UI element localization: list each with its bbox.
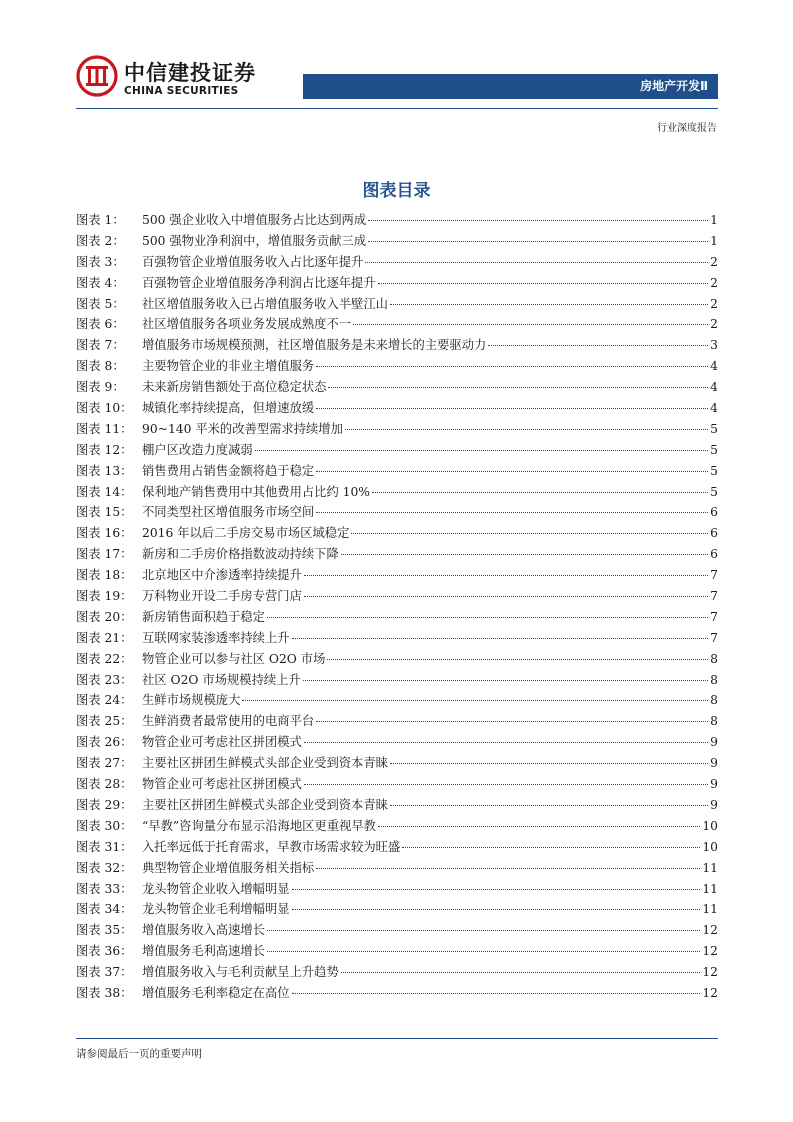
toc-entry-title: 百强物管企业增值服务净利润占比逐年提升 bbox=[142, 275, 376, 290]
toc-entry-label: 图表 11： bbox=[76, 421, 133, 436]
toc-entry-page: 9 bbox=[710, 756, 718, 771]
toc-dot-leader bbox=[351, 533, 708, 534]
toc-entry-title: 增值服务收入与毛利贡献呈上升趋势 bbox=[142, 965, 339, 980]
citic-logo-icon bbox=[76, 55, 118, 97]
toc-dot-leader bbox=[345, 429, 708, 430]
toc-entry-label: 图表 8： bbox=[76, 359, 125, 374]
toc-entry-title: 500 强企业收入中增值服务占比达到两成 bbox=[142, 213, 367, 227]
toc-entry-label: 图表 5： bbox=[76, 296, 125, 311]
toc-entry-label: 图表 3： bbox=[76, 254, 125, 269]
toc-entry-label: 图表 27： bbox=[76, 756, 133, 771]
toc-dot-leader bbox=[304, 784, 708, 785]
toc-entry-title: 龙头物管企业毛利增幅明显 bbox=[142, 902, 290, 917]
toc-dot-leader bbox=[378, 283, 709, 284]
toc-entry[interactable] bbox=[76, 210, 718, 231]
toc-entry[interactable] bbox=[76, 670, 718, 691]
toc-entry-label: 图表 9： bbox=[76, 380, 125, 395]
toc-entry-title: 主要社区拼团生鲜模式头部企业受到资本青睐 bbox=[142, 756, 388, 771]
toc-entry-label: 图表 6： bbox=[76, 317, 125, 332]
toc-entry[interactable] bbox=[76, 440, 718, 461]
toc-entry-title: 物管企业可考虑社区拼团模式 bbox=[142, 735, 302, 750]
toc-entry-label: 图表 19： bbox=[76, 589, 133, 604]
toc-dot-leader bbox=[292, 993, 701, 994]
toc-entry-title: 北京地区中介渗透率持续提升 bbox=[142, 568, 302, 583]
toc-dot-leader bbox=[368, 241, 708, 242]
toc-entry-label: 图表 21： bbox=[76, 630, 133, 645]
toc-entry-label: 图表 25： bbox=[76, 714, 133, 729]
toc-entry-label: 图表 1： bbox=[76, 213, 125, 227]
toc-dot-leader bbox=[255, 450, 708, 451]
toc-entry-page: 12 bbox=[702, 985, 718, 1000]
toc-entry-label: 图表 13： bbox=[76, 463, 133, 478]
toc-dot-leader bbox=[488, 345, 708, 346]
toc-entry-page: 1 bbox=[710, 213, 718, 227]
toc-entry[interactable] bbox=[76, 565, 718, 586]
toc-entry-label: 图表 18： bbox=[76, 568, 133, 583]
company-logo bbox=[76, 55, 256, 103]
toc-dot-leader bbox=[390, 805, 708, 806]
toc-entry-label: 图表 17： bbox=[76, 547, 133, 562]
toc-dot-leader bbox=[292, 889, 701, 890]
toc-entry-page: 11 bbox=[702, 902, 718, 917]
toc-dot-leader bbox=[304, 742, 708, 743]
toc-entry-page: 8 bbox=[710, 693, 718, 708]
toc-dot-leader bbox=[303, 680, 708, 681]
toc-entry[interactable] bbox=[76, 858, 718, 879]
toc-entry-title: 未来新房销售额处于高位稳定状态 bbox=[142, 380, 327, 395]
toc-entry-page: 2 bbox=[710, 317, 718, 332]
toc-entry-label: 图表 2： bbox=[76, 233, 125, 248]
toc-dot-leader bbox=[316, 408, 708, 409]
toc-entry-title: 物管企业可以参与社区 O2O 市场 bbox=[142, 651, 326, 666]
report-type: 行业深度报告 bbox=[657, 123, 717, 134]
toc-dot-leader bbox=[327, 659, 708, 660]
toc-title: 图表目录 bbox=[362, 181, 431, 201]
toc-entry[interactable] bbox=[76, 795, 718, 816]
toc-entry[interactable] bbox=[76, 398, 718, 419]
toc-entry-page: 4 bbox=[710, 380, 718, 395]
toc-entry-title: 万科物业开设二手房专营门店 bbox=[142, 589, 302, 604]
toc-dot-leader bbox=[242, 700, 708, 701]
toc-entry-page: 4 bbox=[710, 359, 718, 374]
toc-dot-leader bbox=[316, 471, 708, 472]
toc-entry-page: 2 bbox=[710, 254, 718, 269]
toc-entry-page: 12 bbox=[702, 944, 718, 959]
toc-entry-title: 保利地产销售费用中其他费用占比约 10% bbox=[142, 484, 370, 499]
toc-entry[interactable] bbox=[76, 774, 718, 795]
toc-entry-label: 图表 38： bbox=[76, 985, 133, 1000]
toc-entry[interactable] bbox=[76, 628, 718, 649]
toc-entry-title: 互联网家装渗透率持续上升 bbox=[142, 630, 290, 645]
toc-entry-page: 9 bbox=[710, 735, 718, 750]
toc-entry-page: 1 bbox=[710, 233, 718, 248]
toc-entry[interactable] bbox=[76, 983, 718, 1004]
toc-dot-leader bbox=[316, 512, 708, 513]
toc-entry-label: 图表 34： bbox=[76, 902, 133, 917]
logo-chinese-name: 中信建投证券 bbox=[124, 61, 256, 85]
toc-dot-leader bbox=[390, 304, 708, 305]
toc-entry-title: 主要物管企业的非业主增值服务 bbox=[142, 359, 315, 374]
toc-entry-label: 图表 24： bbox=[76, 693, 133, 708]
toc-entry-page: 3 bbox=[710, 338, 718, 353]
toc-entry[interactable] bbox=[76, 753, 718, 774]
toc-entry-page: 10 bbox=[702, 818, 718, 833]
toc-entry-label: 图表 20： bbox=[76, 609, 133, 624]
toc-dot-leader bbox=[267, 951, 700, 952]
toc-entry-page: 7 bbox=[710, 589, 718, 604]
toc-entry[interactable] bbox=[76, 732, 718, 753]
logo-english-name: CHINA SECURITIES bbox=[124, 85, 239, 97]
toc-entry-page: 11 bbox=[702, 881, 718, 896]
toc-dot-leader bbox=[390, 763, 708, 764]
toc-entry[interactable] bbox=[76, 649, 718, 670]
toc-dot-leader bbox=[304, 596, 708, 597]
toc-entry-page: 6 bbox=[710, 526, 718, 541]
toc-dot-leader bbox=[304, 575, 708, 576]
toc-dot-leader bbox=[292, 638, 709, 639]
toc-dot-leader bbox=[341, 554, 708, 555]
toc-dot-leader bbox=[368, 220, 708, 221]
toc-entry-title: 新房和二手房价格指数波动持续下降 bbox=[142, 547, 339, 562]
toc-entry-page: 6 bbox=[710, 547, 718, 562]
toc-entry-title: 社区增值服务收入已占增值服务收入半壁江山 bbox=[142, 296, 388, 311]
toc-entry-page: 7 bbox=[710, 609, 718, 624]
toc-entry-page: 12 bbox=[702, 923, 718, 938]
toc-entry-page: 5 bbox=[710, 421, 718, 436]
toc-entry-title: 主要社区拼团生鲜模式头部企业受到资本青睐 bbox=[142, 797, 388, 812]
toc-dot-leader bbox=[341, 972, 701, 973]
toc-entry-title: “早教”咨询量分布显示沿海地区更重视早教 bbox=[142, 818, 376, 833]
toc-entry[interactable] bbox=[76, 294, 718, 315]
toc-entry[interactable] bbox=[76, 690, 718, 711]
toc-entry-label: 图表 29： bbox=[76, 797, 133, 812]
toc-entry-title: 典型物管企业增值服务相关指标 bbox=[142, 860, 315, 875]
toc-entry[interactable] bbox=[76, 273, 718, 294]
footer-disclaimer: 请参阅最后一页的重要声明 bbox=[76, 1048, 202, 1060]
toc-entry[interactable] bbox=[76, 586, 718, 607]
toc-entry-label: 图表 10： bbox=[76, 401, 133, 416]
toc-dot-leader bbox=[365, 262, 708, 263]
toc-entry[interactable] bbox=[76, 419, 718, 440]
toc-entry[interactable] bbox=[76, 377, 718, 398]
footer-rule bbox=[76, 1038, 718, 1039]
toc-entry-label: 图表 31： bbox=[76, 839, 133, 854]
toc-entry-label: 图表 16： bbox=[76, 526, 133, 541]
toc-entry-page: 8 bbox=[710, 672, 718, 687]
toc-dot-leader bbox=[267, 617, 708, 618]
toc-entry-label: 图表 22： bbox=[76, 651, 133, 666]
toc-dot-leader bbox=[292, 909, 701, 910]
toc-entry-label: 图表 28： bbox=[76, 777, 133, 792]
toc-entry[interactable] bbox=[76, 941, 718, 962]
toc-entry-label: 图表 30： bbox=[76, 818, 133, 833]
toc-entry-page: 11 bbox=[702, 860, 718, 875]
toc-entry-page: 5 bbox=[710, 484, 718, 499]
toc-entry-title: 不同类型社区增值服务市场空间 bbox=[142, 505, 315, 520]
toc-entry-page: 12 bbox=[702, 965, 718, 980]
toc-entry-title: 2016 年以后二手房交易市场区域稳定 bbox=[142, 526, 350, 541]
toc-entry-title: 销售费用占销售金额将趋于稳定 bbox=[142, 463, 315, 478]
toc-entry-title: 500 强物业净利润中，增值服务贡献三成 bbox=[142, 233, 367, 248]
toc-entry-title: 增值服务市场规模预测，社区增值服务是未来增长的主要驱动力 bbox=[142, 338, 487, 353]
toc-entry-label: 图表 14： bbox=[76, 484, 133, 499]
toc-entry-title: 新房销售面积趋于稳定 bbox=[142, 609, 265, 624]
table-of-figures bbox=[76, 210, 718, 1004]
toc-dot-leader bbox=[316, 721, 708, 722]
toc-entry-page: 2 bbox=[710, 275, 718, 290]
toc-entry-label: 图表 23： bbox=[76, 672, 133, 687]
header-rule bbox=[76, 108, 718, 109]
toc-entry[interactable] bbox=[76, 837, 718, 858]
sector-banner: 房地产开发Ⅱ bbox=[303, 74, 718, 99]
toc-entry-page: 10 bbox=[702, 839, 718, 854]
toc-dot-leader bbox=[402, 847, 700, 848]
toc-entry[interactable] bbox=[76, 523, 718, 544]
toc-entry-title: 社区增值服务各项业务发展成熟度不一 bbox=[142, 317, 352, 332]
toc-entry[interactable] bbox=[76, 816, 718, 837]
toc-dot-leader bbox=[316, 868, 700, 869]
toc-entry-page: 6 bbox=[710, 505, 718, 520]
toc-dot-leader bbox=[353, 324, 708, 325]
toc-entry-title: 棚户区改造力度减弱 bbox=[142, 442, 253, 457]
toc-entry-label: 图表 26： bbox=[76, 735, 133, 750]
page-header bbox=[0, 0, 793, 134]
toc-entry[interactable] bbox=[76, 231, 718, 252]
toc-entry-title: 生鲜市场规模庞大 bbox=[142, 693, 241, 708]
toc-entry[interactable] bbox=[76, 962, 718, 983]
toc-entry-title: 龙头物管企业收入增幅明显 bbox=[142, 881, 290, 896]
toc-entry-label: 图表 35： bbox=[76, 923, 133, 938]
toc-entry-title: 城镇化率持续提高，但增速放缓 bbox=[142, 401, 315, 416]
toc-entry-title: 增值服务收入高速增长 bbox=[142, 923, 265, 938]
toc-entry-label: 图表 15： bbox=[76, 505, 133, 520]
toc-entry-page: 5 bbox=[710, 463, 718, 478]
toc-dot-leader bbox=[328, 387, 708, 388]
toc-dot-leader bbox=[316, 366, 708, 367]
toc-entry-page: 8 bbox=[710, 651, 718, 666]
toc-dot-leader bbox=[267, 930, 700, 931]
toc-entry-label: 图表 7： bbox=[76, 338, 125, 353]
toc-entry-title: 百强物管企业增值服务收入占比逐年提升 bbox=[142, 254, 364, 269]
toc-entry-title: 90~140 平米的改善型需求持续增加 bbox=[142, 421, 343, 436]
toc-entry-page: 7 bbox=[710, 568, 718, 583]
toc-entry[interactable] bbox=[76, 461, 718, 482]
toc-entry[interactable] bbox=[76, 356, 718, 377]
toc-entry[interactable] bbox=[76, 711, 718, 732]
toc-entry-page: 7 bbox=[710, 630, 718, 645]
toc-entry[interactable] bbox=[76, 899, 718, 920]
toc-entry-page: 4 bbox=[710, 401, 718, 416]
toc-entry-title: 物管企业可考虑社区拼团模式 bbox=[142, 777, 302, 792]
toc-entry[interactable] bbox=[76, 502, 718, 523]
toc-entry-page: 9 bbox=[710, 797, 718, 812]
toc-dot-leader bbox=[378, 826, 700, 827]
toc-entry-page: 8 bbox=[710, 714, 718, 729]
toc-entry-page: 9 bbox=[710, 777, 718, 792]
toc-entry[interactable] bbox=[76, 607, 718, 628]
toc-entry-label: 图表 32： bbox=[76, 860, 133, 875]
toc-entry-page: 5 bbox=[710, 442, 718, 457]
toc-entry-label: 图表 37： bbox=[76, 965, 133, 980]
toc-entry-title: 增值服务毛利高速增长 bbox=[142, 944, 265, 959]
toc-entry-title: 社区 O2O 市场规模持续上升 bbox=[142, 672, 301, 687]
toc-entry-title: 生鲜消费者最常使用的电商平台 bbox=[142, 714, 315, 729]
toc-entry-label: 图表 36： bbox=[76, 944, 133, 959]
toc-entry[interactable] bbox=[76, 920, 718, 941]
toc-entry-label: 图表 33： bbox=[76, 881, 133, 896]
toc-entry[interactable] bbox=[76, 544, 718, 565]
toc-entry-label: 图表 4： bbox=[76, 275, 125, 290]
toc-entry-title: 入托率远低于托育需求，早教市场需求较为旺盛 bbox=[142, 839, 401, 854]
toc-entry[interactable] bbox=[76, 335, 718, 356]
toc-entry[interactable] bbox=[76, 252, 718, 273]
toc-entry[interactable] bbox=[76, 314, 718, 335]
toc-entry-title: 增值服务毛利率稳定在高位 bbox=[142, 985, 290, 1000]
toc-entry[interactable] bbox=[76, 482, 718, 503]
toc-entry-page: 2 bbox=[710, 296, 718, 311]
toc-dot-leader bbox=[372, 492, 708, 493]
toc-entry-label: 图表 12： bbox=[76, 442, 133, 457]
toc-entry[interactable] bbox=[76, 879, 718, 900]
